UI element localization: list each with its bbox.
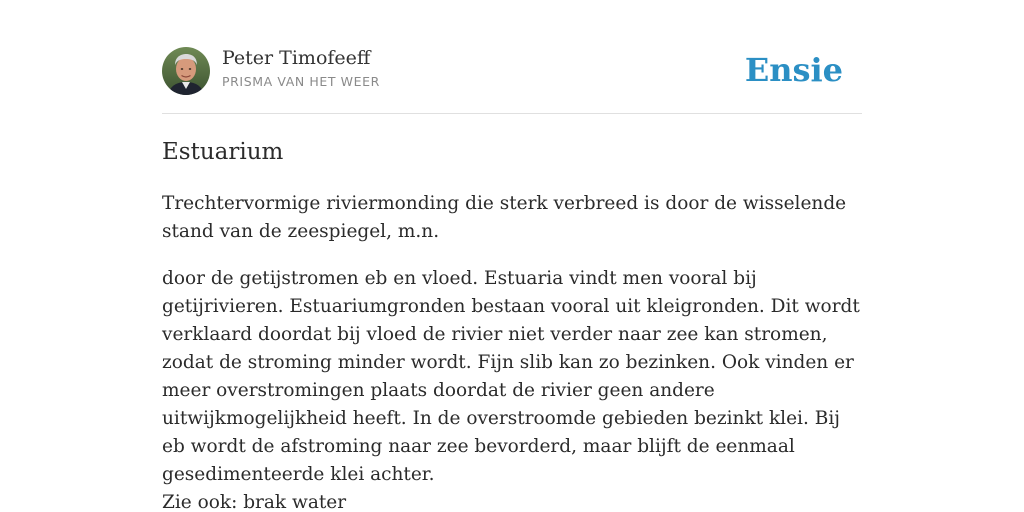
author-avatar[interactable] xyxy=(162,47,210,95)
author-name[interactable]: Peter Timofeeff xyxy=(222,47,371,69)
article-title: Estuarium xyxy=(162,139,284,165)
header-divider xyxy=(162,113,862,114)
person-portrait-icon xyxy=(162,47,210,95)
author-header xyxy=(162,46,862,96)
author-subtitle[interactable]: PRISMA VAN HET WEER xyxy=(222,74,380,89)
brand-logo[interactable]: Ensie xyxy=(744,51,843,89)
article-paragraph-1: Trechtervormige riviermonding die sterk verbreed is door de wisselende stand van de zeespiegel, m.n. xyxy=(162,193,847,242)
see-also-link[interactable]: Zie ook: brak water xyxy=(162,492,347,512)
article-paragraph-2: door de getijstromen eb en vloed. Estuaria vindt men vooral bij getijrivieren. Estuariumgronden bestaan vooral uit kleigronden. Dit wordt verklaard doordat bij vloed de rivier niet verder naar zee kan stromen, zodat de stroming minder wordt. Fijn slib kan zo bezinken. Ook vinden er meer overstromingen plaats doordat de rivier geen andere uitwijkmogelijkheid heeft. In de overstroomde gebieden bezinkt klei. Bij eb wordt de afstroming naar zee bevorderd, maar blijft de eenmaal gesedimenteerde klei achter. xyxy=(162,268,860,485)
